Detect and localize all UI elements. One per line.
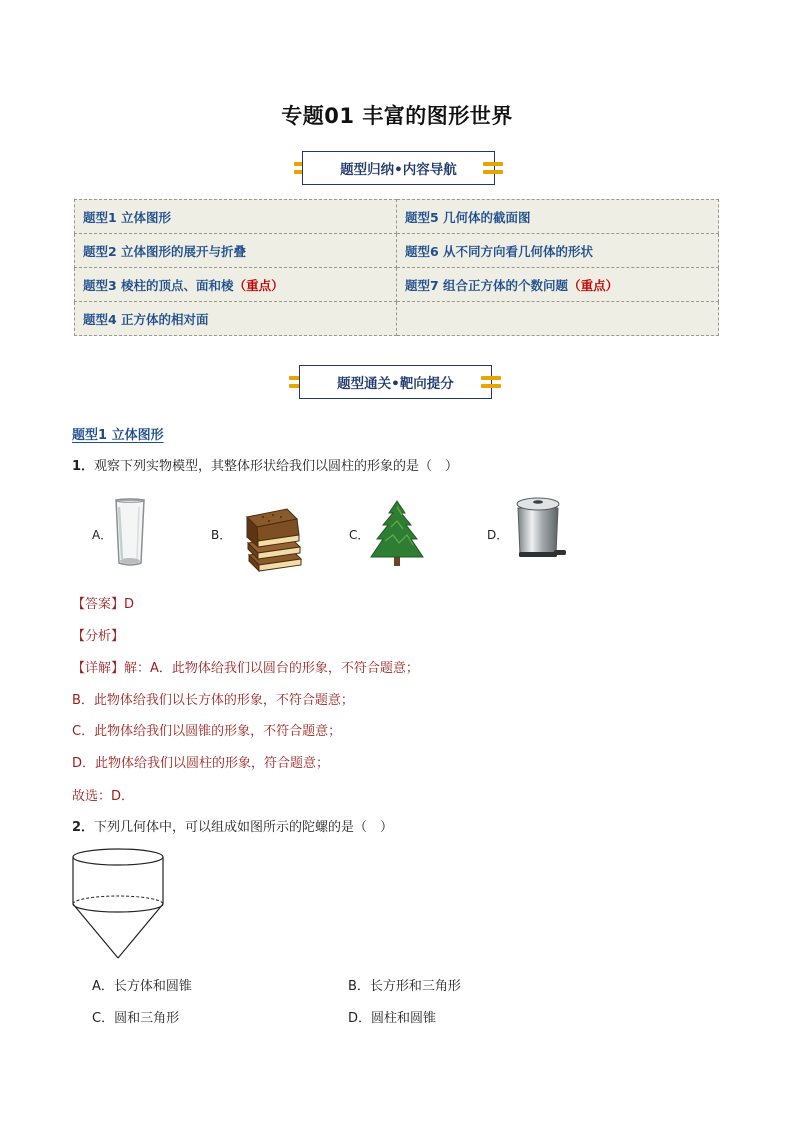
choice-c[interactable]: C．圆和三角形 <box>92 1011 180 1026</box>
detail-line-1: 【详解】解：A．此物体给我们以圆台的形象，不符合题意； <box>72 661 419 676</box>
detail-line-2: B．此物体给我们以长方体的形象，不符合题意； <box>72 693 354 708</box>
toc-item-empty <box>397 302 719 336</box>
question-text: 下列几何体中，可以组成如图所示的陀螺的是（ ） <box>94 820 394 835</box>
question-number: 2． <box>72 820 95 835</box>
banner-nav-label: 题型归纳•内容导航 <box>340 162 457 178</box>
option-b-label: B． <box>211 528 232 542</box>
toc-row <box>75 302 719 336</box>
page-title: 专题01 丰富的图形世界 <box>281 104 513 128</box>
tree-image <box>369 499 425 567</box>
detail-tag: 【详解】 <box>72 661 125 676</box>
section-banner-nav <box>302 151 495 185</box>
toc-row <box>75 200 719 234</box>
section-banner-practice <box>299 365 492 399</box>
answer-value: D <box>124 597 135 612</box>
banner-right-ornament <box>481 376 501 390</box>
choice-a[interactable]: A．长方体和圆锥 <box>92 979 192 994</box>
toc-item-2[interactable]: 题型2 立体图形的展开与折叠 <box>75 234 397 268</box>
answer-line <box>72 593 134 612</box>
banner-practice-label: 题型通关•靶向提分 <box>337 376 454 392</box>
trash-can-image <box>510 494 568 562</box>
toc-item-4[interactable]: 题型4 正方体的相对面 <box>75 302 397 336</box>
key-point-tag: （重点） <box>233 277 284 293</box>
choice-label: D． <box>348 1011 372 1026</box>
toc-item-5[interactable]: 题型5 几何体的截面图 <box>397 200 719 234</box>
analysis-tag: 【分析】 <box>72 629 125 644</box>
question-text: 观察下列实物模型，其整体形状给我们以圆柱的形象的是（ ） <box>94 459 459 474</box>
toc-item-3[interactable]: 题型3 棱柱的顶点、面和棱（重点） <box>75 268 397 302</box>
toc-table <box>74 199 719 336</box>
option-a-label: A． <box>92 528 113 542</box>
option-c-label: C． <box>349 528 370 542</box>
question-2 <box>72 816 393 835</box>
choice-label: B． <box>348 979 370 994</box>
question-number: 1． <box>72 459 95 474</box>
choice-b[interactable]: B．长方形和三角形 <box>348 979 461 994</box>
option-d-label: D． <box>487 528 509 542</box>
toc-item-1[interactable]: 题型1 立体图形 <box>75 200 397 234</box>
toc-item-6[interactable]: 题型6 从不同方向看几何体的形状 <box>397 234 719 268</box>
books-image <box>243 505 305 573</box>
choice-label: A． <box>92 979 114 994</box>
section-heading[interactable]: 题型1 立体图形 <box>72 428 164 443</box>
detail-line-3: C．此物体给我们以圆锥的形象，不符合题意； <box>72 724 342 739</box>
glass-image <box>112 497 148 569</box>
toc-row <box>75 234 719 268</box>
toc-row <box>75 268 719 302</box>
choice-label: C． <box>92 1011 115 1026</box>
detail-line-4: D．此物体给我们以圆柱的形象，符合题意； <box>72 756 330 771</box>
conclusion-line: 故选：D． <box>72 789 135 804</box>
answer-tag: 【答案】 <box>72 597 125 612</box>
question-1 <box>72 455 458 474</box>
banner-right-ornament <box>483 162 503 176</box>
key-point-tag: （重点） <box>568 277 619 293</box>
choice-d[interactable]: D．圆柱和圆锥 <box>348 1011 437 1026</box>
spinning-top-figure <box>70 846 168 962</box>
toc-item-7[interactable]: 题型7 组合正方体的个数问题（重点） <box>397 268 719 302</box>
